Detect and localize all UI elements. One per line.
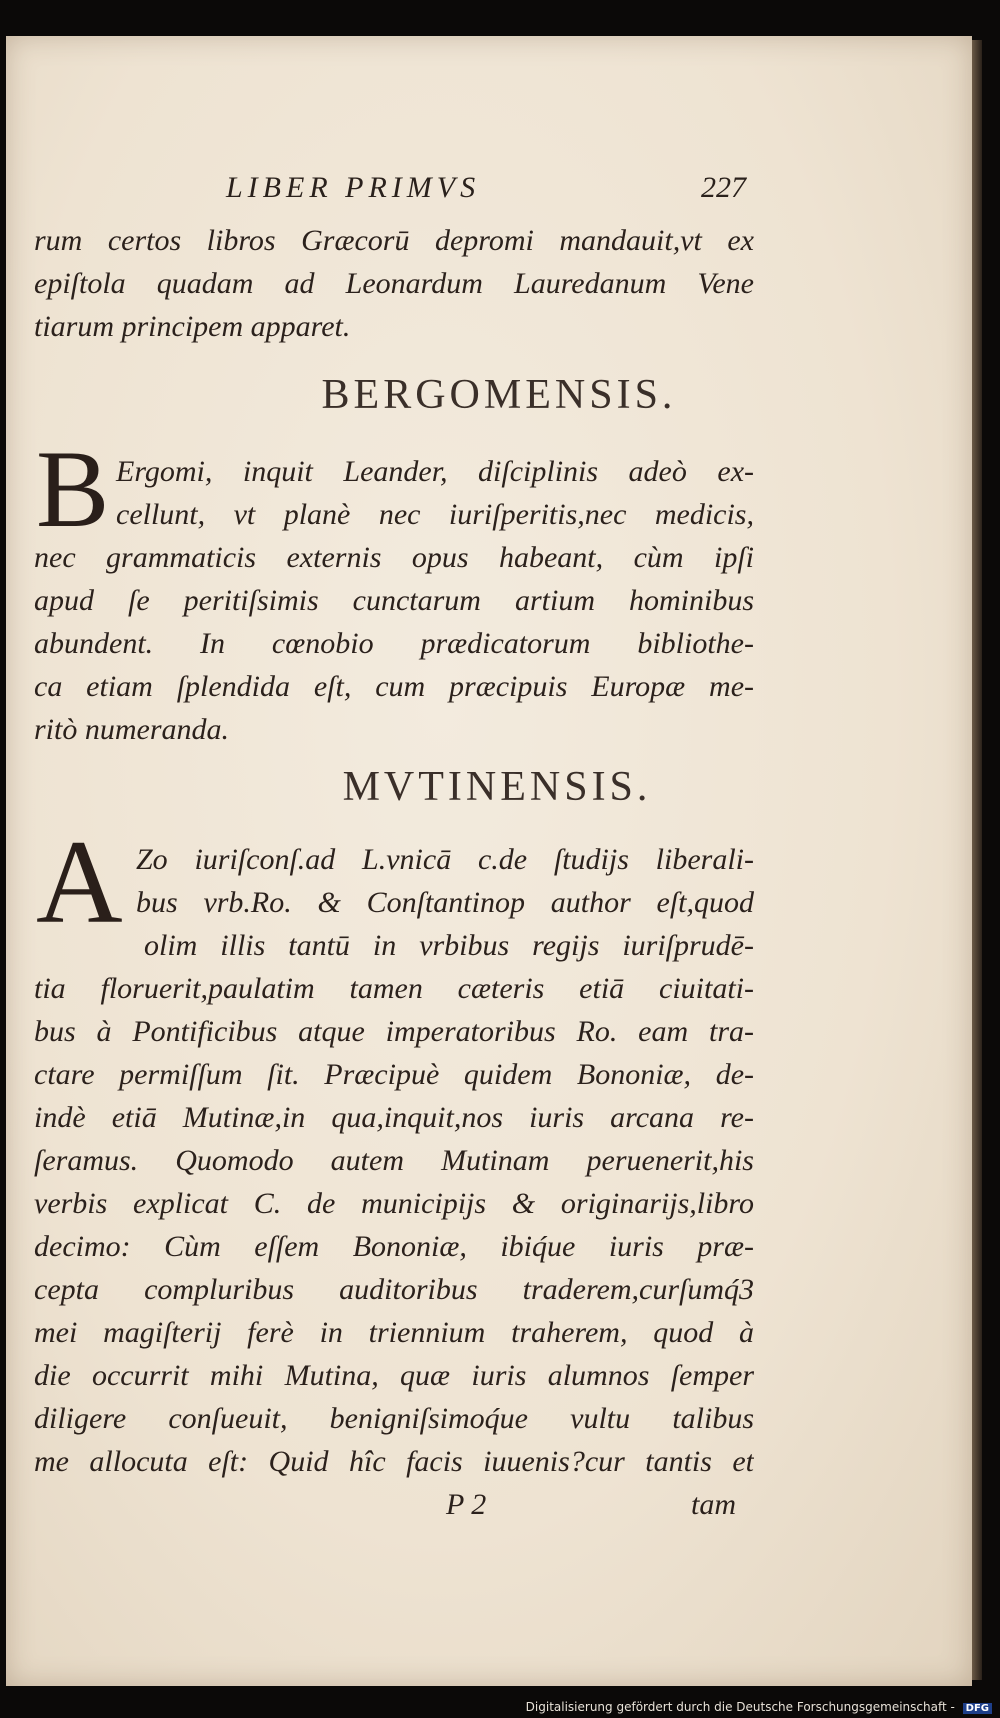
opening-paragraph (34, 219, 754, 348)
dfg-logo: DFG (963, 1703, 992, 1714)
catchword: tam (691, 1488, 736, 1521)
text-line: verbis explicat C. de municipijs & originarijs,libro (34, 1187, 754, 1220)
text-line: indè etiā Mutinæ,in qua,inquit,nos iuris arcana re- (34, 1101, 754, 1134)
page-number: 227 (701, 171, 746, 204)
digitization-credit (526, 1700, 992, 1714)
page-edge (972, 40, 982, 1680)
text-line: apud ſe peritiſsimis cunctarum artium hominibus (34, 584, 754, 617)
text-line: diligere conſueuit, benigniſsimoq́ue vultu talibus (34, 1402, 754, 1435)
text-line: mei magiſterij ferè in triennium traherem, quod à (34, 1316, 754, 1349)
drop-cap-b: B (36, 428, 110, 550)
text-line: ſeramus. Quomodo autem Mutinam peruenerit,his (34, 1144, 754, 1177)
section-heading-mutinensis: MVTINENSIS. (342, 764, 652, 810)
running-title: LIBER PRIMVS (226, 171, 481, 204)
text-line: olim illis tantū in vrbibus regijs iuriſprudē- (144, 929, 754, 962)
text-line: me allocuta eſt: Quid hîc facis iuuenis?cur tantis et (34, 1445, 754, 1478)
text-line: tia floruerit,paulatim tamen cæteris etiā ciuitati- (34, 972, 754, 1005)
book-page (6, 36, 972, 1686)
text-line: ctare permiſſum ſit. Præcipuè quidem Bononiæ, de- (34, 1058, 754, 1091)
page-foot (446, 1488, 736, 1528)
text-line: epiſtola quadam ad Leonardum Lauredanum Vene (34, 267, 754, 300)
mutinensis-paragraph (34, 838, 754, 1483)
text-line: bus à Pontificibus atque imperatoribus Ro. eam tra- (34, 1015, 754, 1048)
credit-text: Digitalisierung gefördert durch die Deutsche Forschungsgemeinschaft - (525, 1700, 955, 1714)
text-line: Ergomi, inquit Leander, diſciplinis adeò ex- (116, 455, 754, 488)
text-line: decimo: Cùm eſſem Bononiæ, ibiq́ue iuris præ- (34, 1230, 754, 1263)
section-heading-bergomensis: BERGOMENSIS. (321, 372, 677, 418)
text-line: tiarum principem apparet. (34, 310, 351, 343)
page-header (226, 171, 746, 213)
text-line: ca etiam ſplendida eſt, cum præcipuis Europæ me- (34, 670, 754, 703)
text-line: Zo iuriſconſ.ad L.vnicā c.de ſtudijs liberali- (136, 843, 754, 876)
text-line: ritò numeranda. (34, 713, 229, 746)
text-line: abundent. In cœnobio prædicatorum bibliothe- (34, 627, 754, 660)
signature-mark: P 2 (446, 1488, 487, 1521)
text-line: die occurrit mihi Mutina, quæ iuris alumnos ſemper (34, 1359, 754, 1392)
text-line: bus vrb.Ro. & Conſtantinop author eſt,quod (136, 886, 754, 919)
text-line: rum certos libros Græcorū depromi mandauit,vt ex (34, 224, 754, 257)
text-line: cellunt, vt planè nec iuriſperitis,nec medicis, (116, 498, 754, 531)
text-line: nec grammaticis externis opus habeant, cùm ipſi (34, 541, 754, 574)
bergomensis-paragraph (34, 450, 754, 751)
text-line: cepta compluribus auditoribus traderem,curſumq́3 (34, 1273, 754, 1306)
drop-cap-a: A (36, 815, 123, 948)
